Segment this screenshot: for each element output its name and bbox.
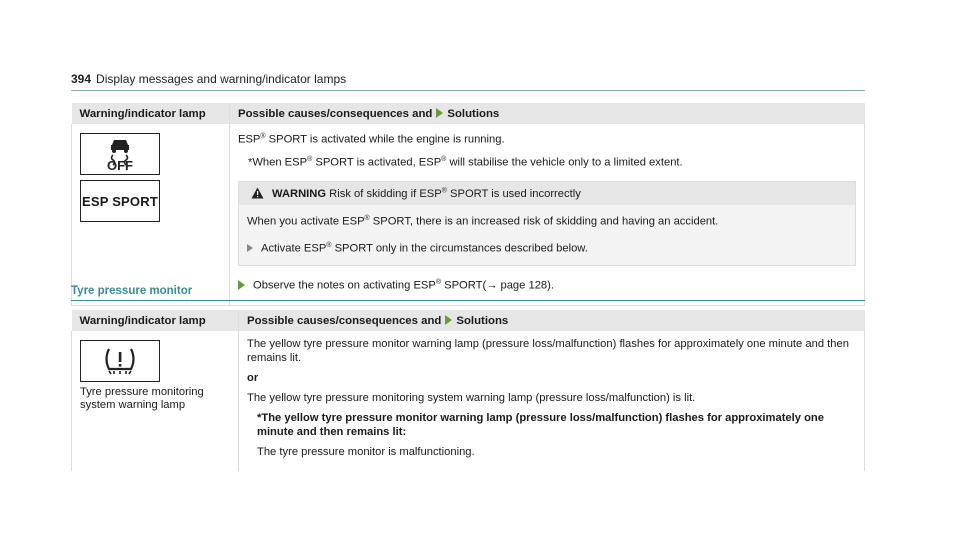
col-header-causes: Possible causes/consequences and Solutions: [239, 310, 865, 331]
page-number: 394: [71, 72, 92, 86]
arrow-right-icon: [445, 315, 452, 325]
esp-sport-label: ESP SPORT: [80, 180, 160, 222]
arrow-right-icon: [238, 280, 245, 290]
col-header-lamp: Warning/indicator lamp: [72, 310, 239, 331]
svg-text:OFF: OFF: [107, 158, 133, 172]
warning-label: WARNING: [272, 188, 327, 201]
page-reference-link[interactable]: page 128: [500, 279, 548, 292]
table-row: [72, 124, 865, 305]
lamp-cell: [72, 124, 230, 305]
tyre-pressure-icon: [80, 340, 160, 382]
table-header-row: [72, 103, 865, 124]
lamp-label: Tyre pressure monitoring system warning lamp: [80, 386, 204, 411]
causes-cell: ESP® SPORT is activated while the engine is running. *When ESP® SPORT is activated, ESP® will stabilise the vehicle only to a limited extent. WARNING Risk of skidding if ESP® SPORT is used incorrectly When you activate ESP® SPORT, there is an increased risk of skidding and having an accident. Activate ESP® SPORT only in the circumstances described below. Observe the notes on activating ESP® SPORT(→ page 128).: [230, 124, 865, 305]
arrow-right-icon: [436, 108, 443, 118]
arrow-right-icon: [247, 244, 253, 252]
lamp-cell: [72, 331, 239, 471]
cause-paragraph: The yellow tyre pressure monitor warning lamp (pressure loss/malfunction) flashes for approximately one minute and then remains lit.: [247, 338, 849, 364]
col-header-causes: Possible causes/consequences and Solutions: [230, 103, 865, 124]
causes-cell: [239, 331, 865, 471]
consequence-paragraph: The tyre pressure monitor is malfunctioning.: [257, 446, 475, 458]
reference-arrow-icon: →: [486, 279, 501, 292]
page-header-title: Display messages and warning/indicator lamps: [96, 72, 347, 86]
warning-box: WARNING Risk of skidding if ESP® SPORT is used incorrectly When you activate ESP® SPORT, there is an increased risk of skidding and having an accident. Activate ESP® SPORT only in the circumstances described below.: [238, 181, 856, 265]
cause-paragraph: The yellow tyre pressure monitoring system warning lamp (pressure loss/malfunction) is lit.: [247, 392, 696, 404]
tyre-pressure-table: [71, 310, 865, 471]
condition-heading: *The yellow tyre pressure monitor warning lamp (pressure loss/malfunction) flashes for approximately one minute and then remains lit:: [257, 412, 824, 438]
section-title: Tyre pressure monitor: [71, 285, 193, 297]
header-rule: [71, 90, 865, 91]
warning-triangle-icon: [251, 187, 264, 199]
page-header: [71, 72, 346, 86]
table-row: [72, 331, 865, 471]
skid-car-off-icon: [80, 133, 160, 175]
section-rule: [71, 300, 865, 301]
col-header-lamp: Warning/indicator lamp: [72, 103, 230, 124]
table-header-row: [72, 310, 865, 331]
esp-sport-table: [71, 103, 865, 306]
or-label: or: [247, 372, 259, 384]
